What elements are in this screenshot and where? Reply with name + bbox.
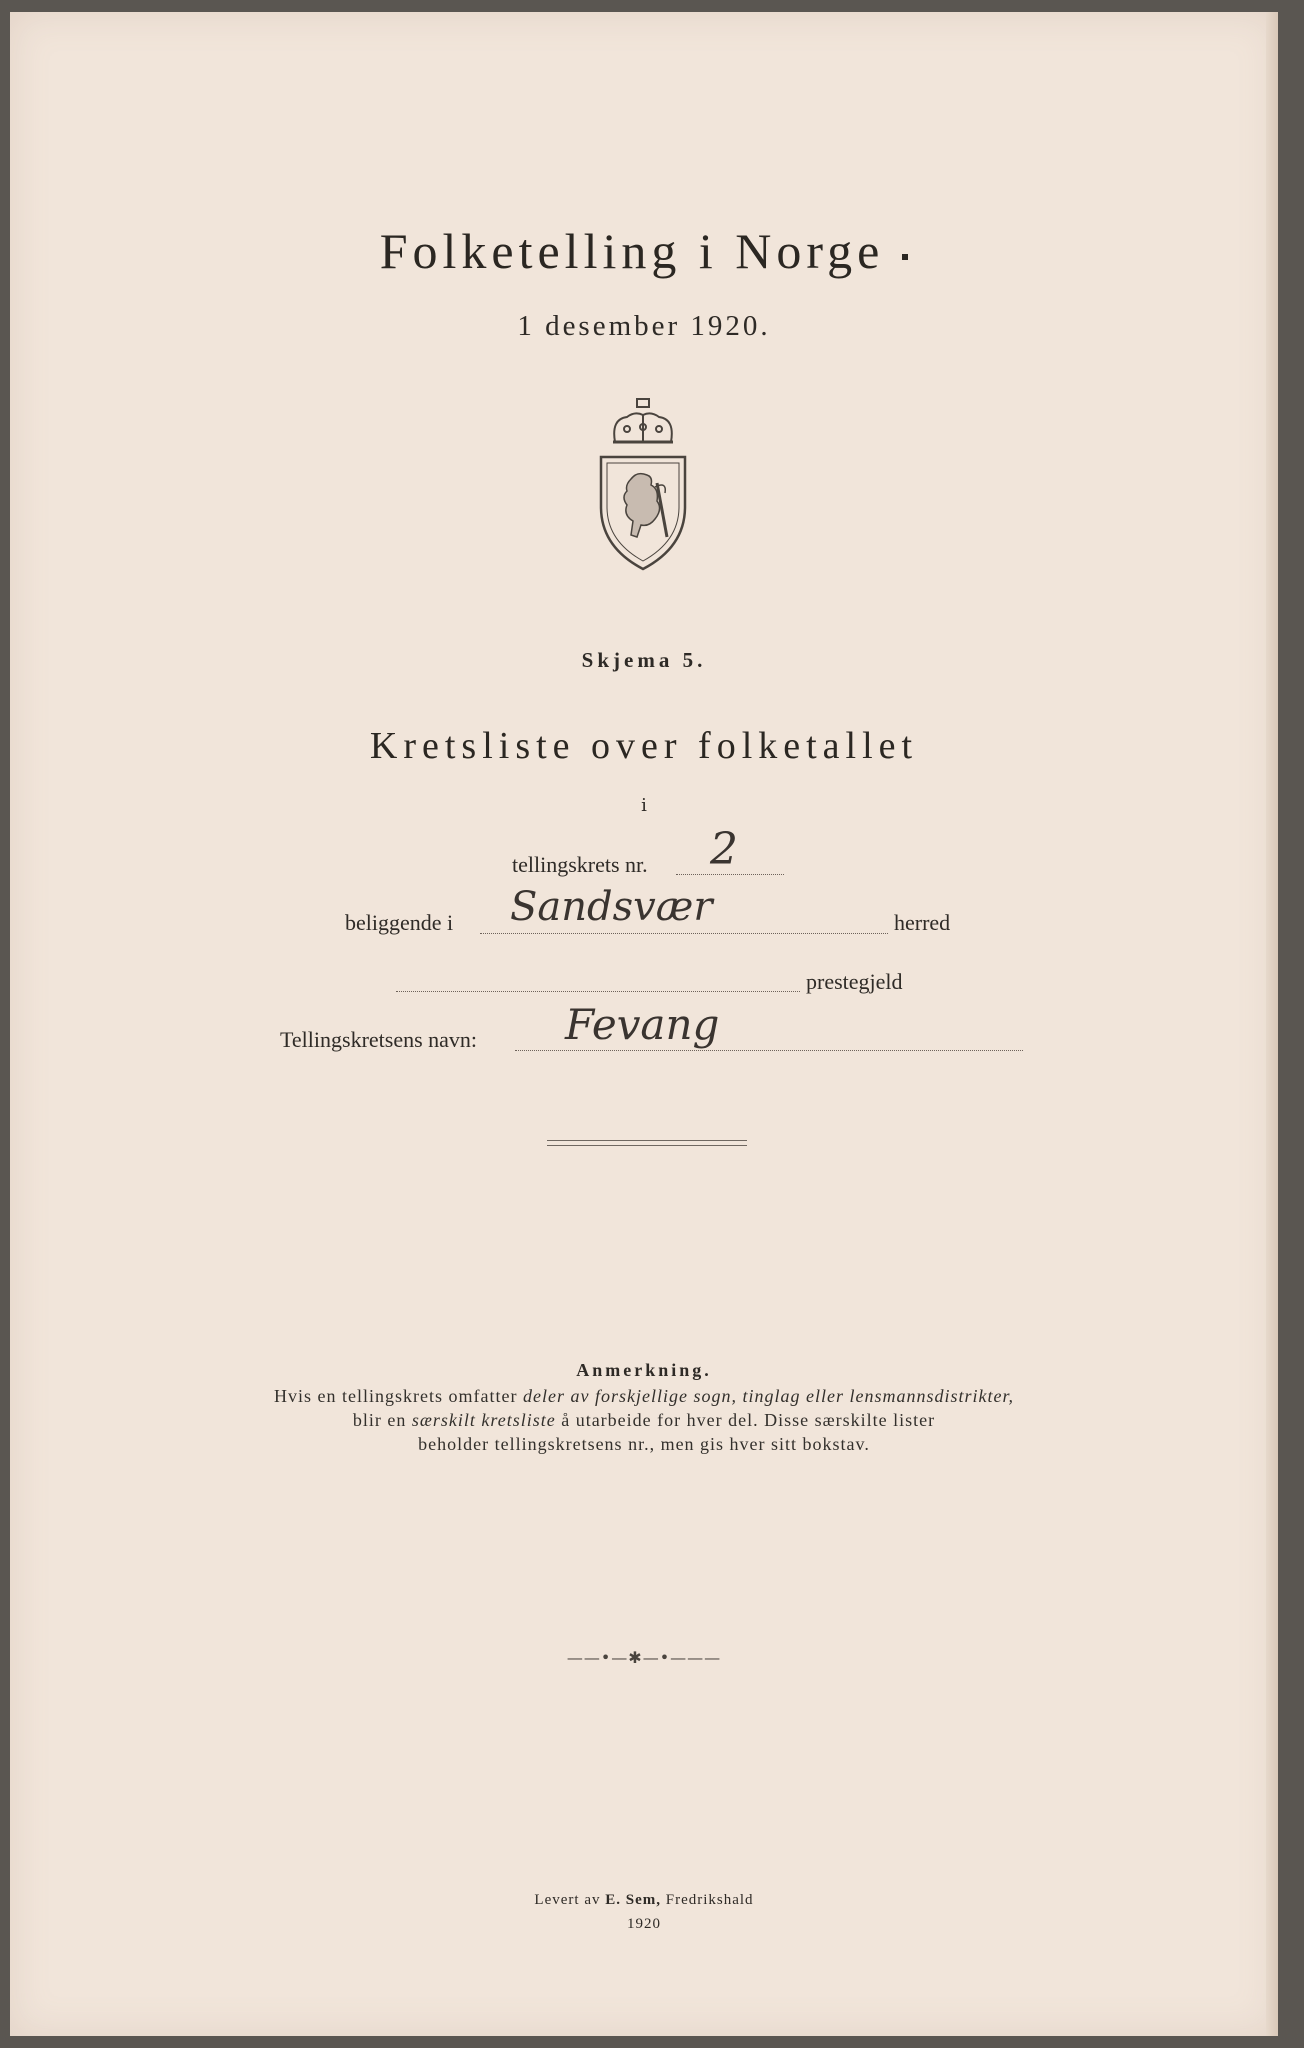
title-text: Folketelling i Norge bbox=[379, 223, 885, 279]
divider-top bbox=[547, 1140, 747, 1141]
document-title bbox=[10, 222, 1278, 280]
note-line-2-plain-b: å utarbeide for hver del. Disse særskilte lister bbox=[555, 1410, 936, 1430]
norwegian-coat-of-arms-icon bbox=[593, 397, 693, 577]
form-heading: Kretsliste over folketallet bbox=[369, 725, 919, 767]
note-heading: Anmerkning. bbox=[576, 1360, 712, 1380]
title-dot bbox=[902, 254, 908, 260]
tellingskrets-value[interactable]: 2 bbox=[710, 824, 738, 875]
navn-value[interactable]: Fevang bbox=[565, 1000, 720, 1049]
note-line-2-plain-a: blir en bbox=[352, 1410, 412, 1430]
ornament-divider: ——•—✱—•——— bbox=[566, 1648, 722, 1667]
census-date: 1 desember 1920. bbox=[517, 310, 771, 342]
note-line-3: beholder tellingskretsens nr., men gis hver sitt bokstav. bbox=[418, 1434, 870, 1454]
note-line-2 bbox=[10, 1410, 1278, 1431]
preposition-i: i bbox=[641, 795, 647, 816]
printer-line bbox=[10, 1892, 1278, 1909]
printer-city: Fredrikshald bbox=[660, 1892, 754, 1908]
beliggende-value[interactable]: Sandsvær bbox=[510, 884, 713, 930]
prestegjeld-label: prestegjeld bbox=[806, 969, 903, 994]
printer-prefix: Levert av bbox=[534, 1892, 606, 1908]
note-line-1-italic: deler av forskjellige sogn, tinglag eller lensmannsdistrikter, bbox=[523, 1386, 1014, 1406]
beliggende-line bbox=[480, 933, 888, 934]
divider-bottom bbox=[547, 1145, 747, 1146]
schema-number: Skjema 5. bbox=[581, 648, 707, 672]
navn-line bbox=[515, 1050, 1023, 1051]
printer-year: 1920 bbox=[627, 1916, 661, 1932]
tellingskrets-label: tellingskrets nr. bbox=[512, 852, 648, 877]
note-line-1-plain: Hvis en tellingskrets omfatter bbox=[274, 1386, 523, 1406]
navn-label: Tellingskretsens navn: bbox=[280, 1027, 478, 1052]
note-line-2-italic: særskilt kretsliste bbox=[411, 1410, 556, 1430]
printer-name: E. Sem, bbox=[605, 1892, 661, 1908]
prestegjeld-line bbox=[396, 991, 800, 992]
census-form-sheet bbox=[10, 12, 1278, 2036]
note-line-1 bbox=[10, 1386, 1278, 1407]
herred-label: herred bbox=[894, 910, 951, 935]
beliggende-label: beliggende i bbox=[345, 910, 454, 935]
